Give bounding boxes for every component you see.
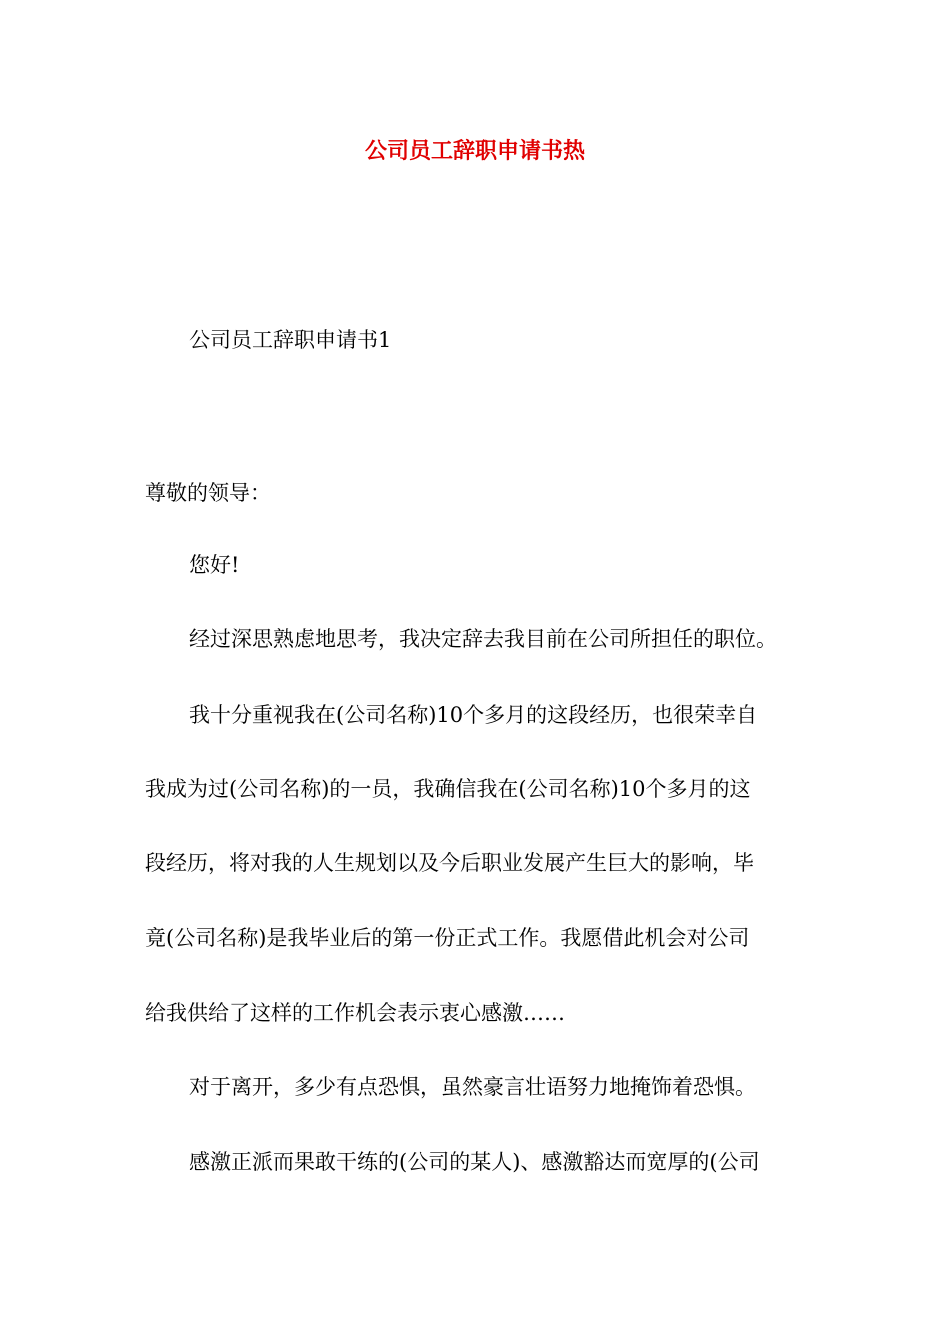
body-line: 我十分重视我在(公司名称)10个多月的这段经历，也很荣幸自 xyxy=(189,703,758,727)
body-line: 段经历，将对我的人生规划以及今后职业发展产生巨大的影响，毕 xyxy=(145,851,754,875)
body-line: 给我供给了这样的工作机会表示衷心感激…… xyxy=(145,1001,565,1025)
body-line: 经过深思熟虑地思考，我决定辞去我目前在公司所担任的职位。 xyxy=(189,627,777,651)
salutation: 尊敬的领导： xyxy=(145,481,271,505)
body-line: 感激正派而果敢干练的(公司的某人)、感激豁达而宽厚的(公司 xyxy=(189,1150,760,1174)
document-title: 公司员工辞职申请书热 xyxy=(364,139,585,164)
section-heading: 公司员工辞职申请书1 xyxy=(189,328,392,352)
body-line: 我成为过(公司名称)的一员，我确信我在(公司名称)10个多月的这 xyxy=(145,777,751,801)
body-line: 对于离开，多少有点恐惧，虽然豪言壮语努力地掩饰着恐惧。 xyxy=(189,1075,756,1099)
body-line: 竟(公司名称)是我毕业后的第一份正式工作。我愿借此机会对公司 xyxy=(145,926,750,950)
greeting: 您好! xyxy=(189,553,240,577)
